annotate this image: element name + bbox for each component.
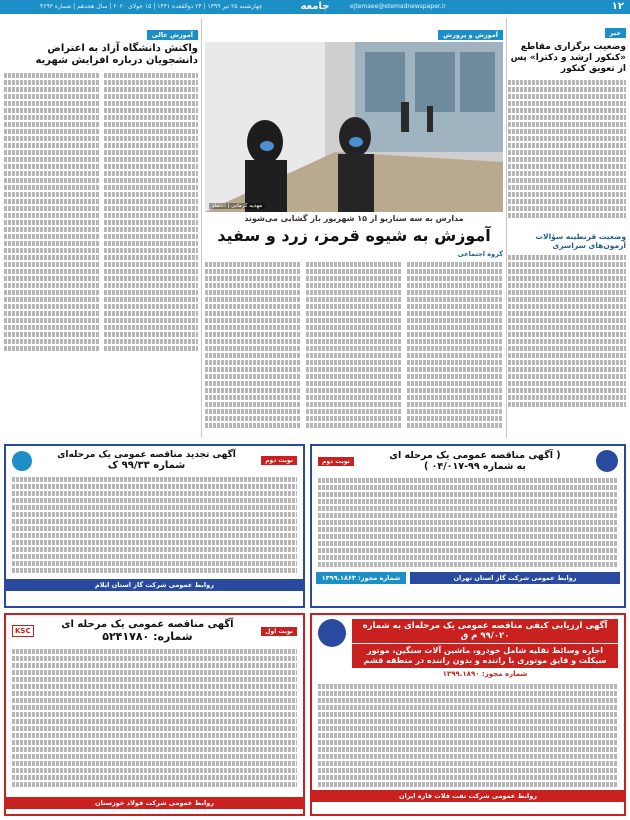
ad-khuzestan-steel [4,613,305,816]
ad3-footer: روابط عمومی شرکت فولاد خوزستان [6,797,303,809]
ad2-ref: شماره مجوز: ۱۳۹۹.۱۸۶۳ [316,572,406,584]
ad2-footer: روابط عمومی شرکت گاز استان تهران [410,572,620,584]
ad3-number: شماره: ۵۲۴۱۷۸۰ [102,630,193,643]
column-divider [506,18,507,438]
main-story-subhead: گروه اجتماعی [457,250,503,258]
left-story-headline: واکنش دانشگاه آزاد به اعتراض دانشجویان درباره افزایش شهریه [35,43,198,66]
ad4-ref: شماره مجوز: ۱۳۹۹.۱۸۹۰ [442,670,528,678]
date-line: چهارشنبه ۲۵ تیر ۱۳۹۹ | ۲۴ ذوالقعده ۱۴۴۱ | ۱۵ جولای ۲۰۲۰ | سال هجدهم | شماره ۴۶۹۳ [40,3,263,10]
right-column-tag: خبر [605,28,626,38]
ad1-footer: روابط عمومی شرکت گاز استان ایلام [6,579,303,591]
photo-credit: مهدیه کرمانی | اعتماد [209,203,265,209]
ad2-number: به شماره ۹۹-۰۴/۰۱۷ ) [423,461,526,472]
ad2-body [312,476,624,572]
right-column-headline: وضعیت برگزاری مقاطع «کنکور ارشد و دکترا» پس از تعویق کنکور [510,42,626,74]
main-story-col-3 [205,260,301,440]
main-story-tag-row [205,30,503,40]
left-story-col-2 [4,71,99,431]
ad1-title: آگهی تجدید مناقصه عمومی یک مرحله‌ای [57,450,236,460]
main-story-photo [205,42,503,212]
school-corridor-photo [205,42,503,212]
ad1-badge: نوبت دوم [261,456,297,465]
ad3-badge: نوبت اول [261,627,297,636]
right-column-body-1 [508,78,626,228]
ksc-logo-icon: KSC [12,625,34,637]
ad4-footer: روابط عمومی شرکت نفت فلات قاره ایران [312,790,624,802]
masthead [0,0,630,14]
ad-iooc [310,613,626,816]
left-story-col-1 [104,71,199,431]
main-story-headline: آموزش به شیوه قرمز، زرد و سفید [217,226,491,245]
ad1-number: شماره ۹۹/۳۳ ک [107,460,186,471]
section-title: جامعه [300,1,330,12]
right-column-subheadline: وضعیت قرنطینه سؤالات آزمون‌های سراسری [535,232,626,250]
ad2-title: ( آگهی مناقصه عمومی یک مرحله ای [389,450,561,461]
ad1-body [6,475,303,579]
main-story-kicker: مدارس به سه سناریو از ۱۵ شهریور باز گشایی می‌شوند [244,214,464,223]
ad-tehran-gas [310,444,626,608]
right-column-body-2 [508,253,626,423]
left-story-tag: آموزش عالی [147,30,198,40]
column-divider-2 [201,18,202,438]
main-story-tag: آموزش و پرورش [438,30,503,40]
section-email: ejtemaee@etemadnewspaper.ir [350,3,446,10]
main-story-body [205,250,503,440]
ad4-subtitle: اجاره وسائط نقلیه شامل خودرو، ماشین آلات سنگین، موتور سیکلت و قایق موتوری با راننده و بدون راننده در منطقه قشم [352,644,618,668]
iooc-logo-icon [318,619,346,647]
right-column [508,20,626,440]
ad3-body [6,647,303,797]
ad4-title: آگهی ارزیابی کیفی مناقصه عمومی یک مرحله‌ای به شماره ۹۹/۰۲۰ م ق [352,619,618,643]
left-story [4,30,198,440]
page-number: ۱۲ [611,1,624,12]
gas-company-logo-icon [12,451,32,471]
main-story-col-2 [306,260,402,440]
ad-ilam-gas [4,444,305,608]
ad4-body [312,682,624,790]
ad2-badge: نوبت دوم [318,457,354,466]
main-story-col-1 [407,260,503,440]
gas-company-logo-icon-2 [596,450,618,472]
ad3-title: آگهی مناقصه عمومی یک مرحله ای [61,619,234,630]
